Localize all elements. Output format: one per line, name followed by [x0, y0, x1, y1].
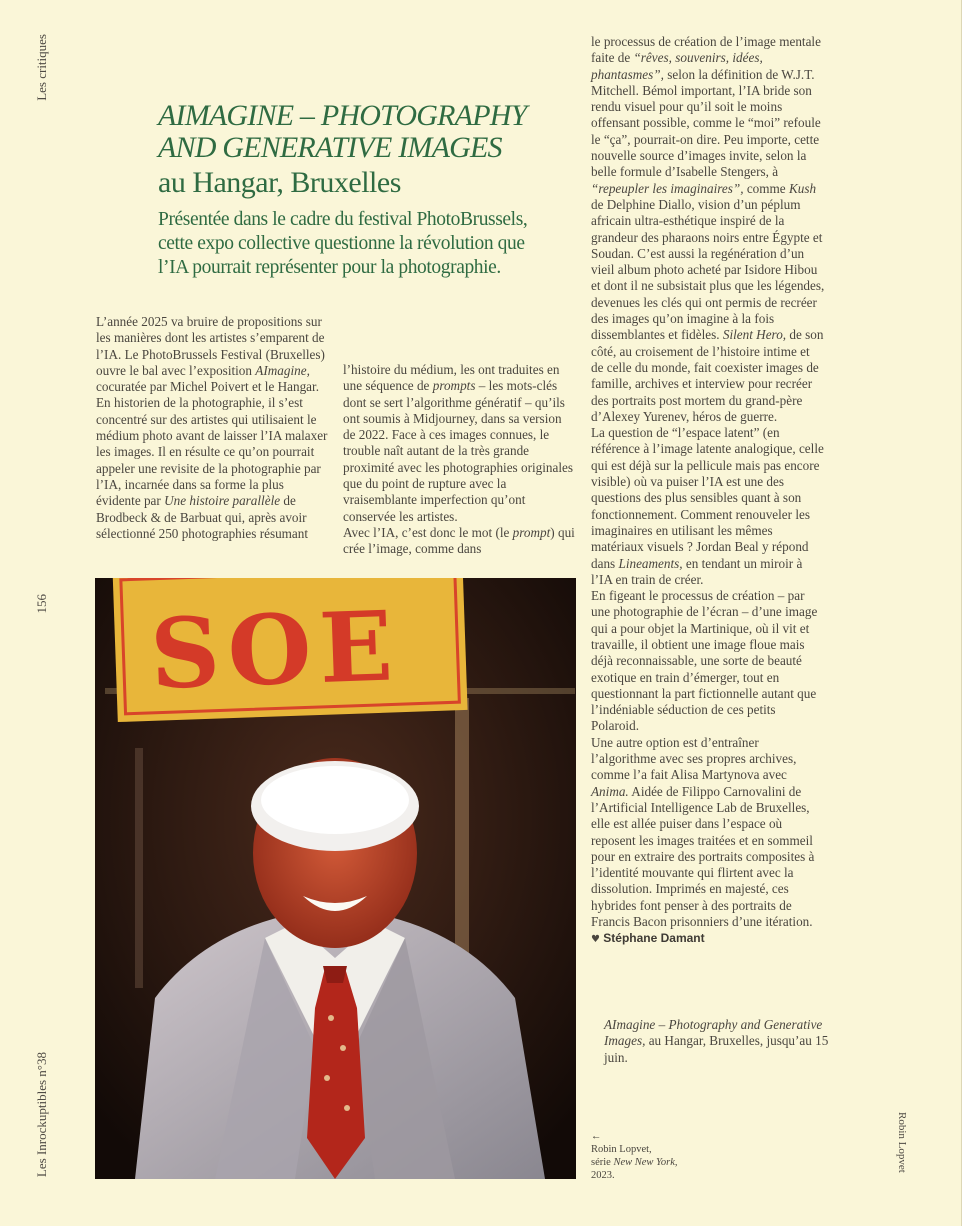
- heart-icon: ♥: [591, 934, 600, 946]
- exhibition-details: au Hangar, Bruxelles, jusqu’au 15 juin.: [604, 1033, 829, 1065]
- sign-text: SOE: [148, 589, 403, 711]
- paragraph: Une autre option est d’entraîner l’algorithme avec ses propres archives, comme l’a fait Alisa Martynova avec Anima. Aidée de Filippo Carnovalini de l’Artificial Intelligence Lab de Bruxelles, elle est allée puiser dans l’espace où reposent les images traitées et en sommeil pour en extraire des portraits composites à l’identité mouvante qui flirtent avec la dissolution. Imprimés en majesté, ces hybrides font penser à des portraits de Francis Bacon prisonniers d’une itération.: [591, 734, 815, 930]
- exhibition-title: AImagine – Photography and Generative Images,: [604, 1017, 823, 1049]
- text-column-2: [343, 362, 577, 558]
- paragraph: le processus de création de l’image mentale faite de “rêves, souvenirs, idées, phantasmes”, selon la définition de W.J.T. Mitchell. Bémol important, l’IA bride son rendu visuel pour qu’il soit le moins offensant possible, comme le “moi” refoule le “ça”, pourrait-on dire. Peu importe, cette nouvelle source d’images invite, selon la belle formule d’Isabelle Stengers, à “repeupler les imaginaires”, comme Kush de Delphine Diallo, vision d’un péplum africain ultra-esthétique inspiré de la grandeur des pharaons noirs entre Égypte et Soudan. C’est aussi la regénération d’un vieil album photo acheté par Isidore Hibou et dont il ne subsistait plus que les légendes, devenues les clés qui ont permis de recréer des images qu’on imagine à la fois dissemblantes et fidèles. Silent Hero, de son côté, au croisement de l’histoire intime et de celle du monde, fait coexister images de famille, archives et interview pour recréer des portraits post mortem du grand-père d’Alexey Yurenev, héros de guerre.: [591, 34, 825, 424]
- title-line-2: AND GENERATIVE IMAGES: [158, 131, 502, 164]
- text-column-1: [96, 314, 328, 542]
- section-label: Les critiques: [34, 34, 49, 101]
- exhibition-info: [604, 1017, 829, 1066]
- article-standfirst: Présentée dans le cadre du festival PhotoBrussels, cette expo collective questionne la révolution que l’IA pourrait représenter pour la photographie.: [158, 209, 528, 278]
- paragraph: En figeant le processus de création – par une photographie de l’écran – d’une image qui a pour objet la Martinique, où il vit et travaille, il obtient une image floue mais déjà reconnaissable, une sorte de beauté exotique en train d’émerger, tout en questionnant la part fictionnelle autant que l’indéniable séduction de ces petits Polaroid.: [591, 588, 818, 734]
- paragraph: l’histoire du médium, les ont traduites en une séquence de prompts – les mots-clés dont se sert l’algorithme génératif – qu’ils ont soumis à Midjourney, dans sa version de 2022. Face à ces images connues, le trouble naît autant de la très grande proximité avec les photographies originales que du point de rupture avec la vraisemblante imperfection qu’ont conservée les artistes.: [343, 362, 573, 524]
- article-header: [158, 100, 588, 280]
- photographer-credit: Robin Lopvet: [896, 1112, 908, 1173]
- magazine-name: Les Inrockuptibles n°38: [34, 1052, 49, 1178]
- title-line-1: AIMAGINE – PHOTOGRAPHY: [158, 99, 527, 132]
- caption-series: série New New York,: [591, 1157, 678, 1168]
- paragraph: Avec l’IA, c’est donc le mot (le prompt) qui crée l’image, comme dans: [343, 524, 575, 557]
- author-name: Stéphane Damant: [603, 931, 705, 946]
- article-venue: au Hangar, Bruxelles: [158, 166, 401, 199]
- paragraph: L’année 2025 va bruire de propositions sur les manières dont les artistes s’emparent de l’IA. Le PhotoBrussels Festival (Bruxelles) ouvre le bal avec l’exposition AImagine, cocuratée par Michel Poivert et le Hangar. En historien de la photographie, il s’est concentré sur des artistes qui utilisaient le médium photo avant de laisser l’IA malaxer les images. Il en résulte ce qu’on pourrait appeler une revisite de la photographie par l’IA, incarnée dans sa forme la plus évidente par Une histoire parallèle de Brodbeck & de Barbuat qui, après avoir sélectionné 250 photographies résumant: [96, 314, 328, 541]
- author-signature: [591, 930, 825, 948]
- caption-arrow: ←: [591, 1131, 602, 1142]
- caption-year: 2023.: [591, 1170, 615, 1181]
- paragraph: La question de “l’espace latent” (en référence à l’image latente analogique, celle qui est déjà sur la pellicule mais pas encore visible) où va puiser l’IA est une des questions des plus sensibles quant à son fonctionnement. Comment renouveler les imaginaires en utilisant les mêmes matériaux visuels ? Jordan Beal y répond dans Lineaments, en tendant un miroir à l’IA en train de créer.: [591, 425, 824, 587]
- page-number: 156: [34, 594, 49, 614]
- photo-caption: [591, 1130, 678, 1182]
- text-column-3: [591, 34, 825, 949]
- article-title: [158, 100, 588, 164]
- caption-name: Robin Lopvet,: [591, 1144, 652, 1155]
- article-photo: [95, 578, 576, 1179]
- photo-illustration: [95, 578, 576, 1179]
